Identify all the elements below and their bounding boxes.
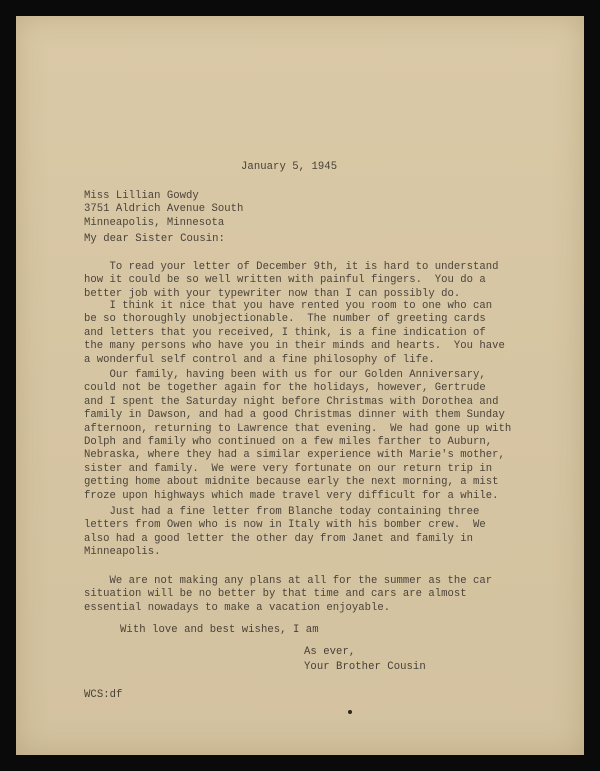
- paragraph-line: Minneapolis.: [84, 546, 161, 559]
- signature-line: Your Brother Cousin: [304, 661, 426, 673]
- paragraph-4: [84, 506, 486, 560]
- paragraph-line: how it could be so well written with painful fingers. You do a: [84, 274, 486, 287]
- paragraph-line: situation will be no better by that time and cars are almost: [84, 588, 467, 601]
- paragraph-line: better job with your typewriter now than I can possibly do.: [84, 287, 461, 300]
- paragraph-1: [84, 261, 499, 301]
- paragraph-line: Dolph and family who continued on a few miles farther to Auburn,: [84, 435, 493, 448]
- paragraph-3: [84, 369, 511, 503]
- typist-initials: WCS:df: [84, 689, 123, 701]
- recipient-city: Minneapolis, Minnesota: [84, 216, 225, 229]
- paragraph-line: Our family, having been with us for our Golden Anniversary,: [84, 369, 486, 381]
- paragraph-line: family in Dawson, and had a good Christmas dinner with them Sunday: [84, 409, 505, 422]
- paragraph-line: I think it nice that you have rented you room to one who can: [84, 300, 493, 312]
- as-ever: As ever,: [304, 646, 356, 658]
- paragraph-line: be so thoroughly unobjectionable. The number of greeting cards: [84, 313, 486, 326]
- paragraph-line: To read your letter of December 9th, it is hard to understand: [84, 261, 499, 273]
- paragraph-line: the many persons who have you in their minds and hearts. You have: [84, 340, 505, 353]
- paragraph-line: getting home about midnite because early the next morning, a mist: [84, 476, 499, 489]
- paragraph-line: We are not making any plans at all for the summer as the car: [84, 575, 493, 587]
- paragraph-line: also had a good letter the other day from Janet and family in: [84, 532, 474, 545]
- recipient-name: Miss Lillian Gowdy: [84, 190, 199, 202]
- paragraph-line: and letters that you received, I think, is a fine indication of: [84, 326, 486, 339]
- recipient-address: [84, 190, 243, 230]
- closing-line: With love and best wishes, I am: [120, 624, 319, 636]
- paragraph-line: sister and family. We were very fortunate on our return trip in: [84, 462, 493, 475]
- paragraph-line: essential nowadays to make a vacation enjoyable.: [84, 601, 391, 614]
- paragraph-line: afternoon, returning to Lawrence that evening. We had gone up with: [84, 422, 512, 435]
- recipient-street: 3751 Aldrich Avenue South: [84, 203, 244, 216]
- letter-date: January 5, 1945: [241, 161, 338, 173]
- paragraph-line: and I spent the Saturday night before Christmas with Dorothea and: [84, 395, 499, 408]
- paragraph-line: could not be together again for the holidays, however, Gertrude: [84, 382, 486, 395]
- salutation: My dear Sister Cousin:: [84, 233, 225, 245]
- page-dot: [348, 710, 352, 714]
- paragraph-5: [84, 575, 492, 615]
- paragraph-line: a wonderful self control and a fine philosophy of life.: [84, 353, 435, 366]
- paragraph-line: letters from Owen who is now in Italy with his bomber crew. We: [84, 519, 486, 532]
- paragraph-line: Nebraska, where they had a similar experience with Marie's mother,: [84, 449, 505, 462]
- paragraph-2: [84, 300, 505, 367]
- paragraph-line: froze upon highways which made travel very difficult for a while.: [84, 489, 499, 502]
- paragraph-line: Just had a fine letter from Blanche today containing three: [84, 506, 480, 518]
